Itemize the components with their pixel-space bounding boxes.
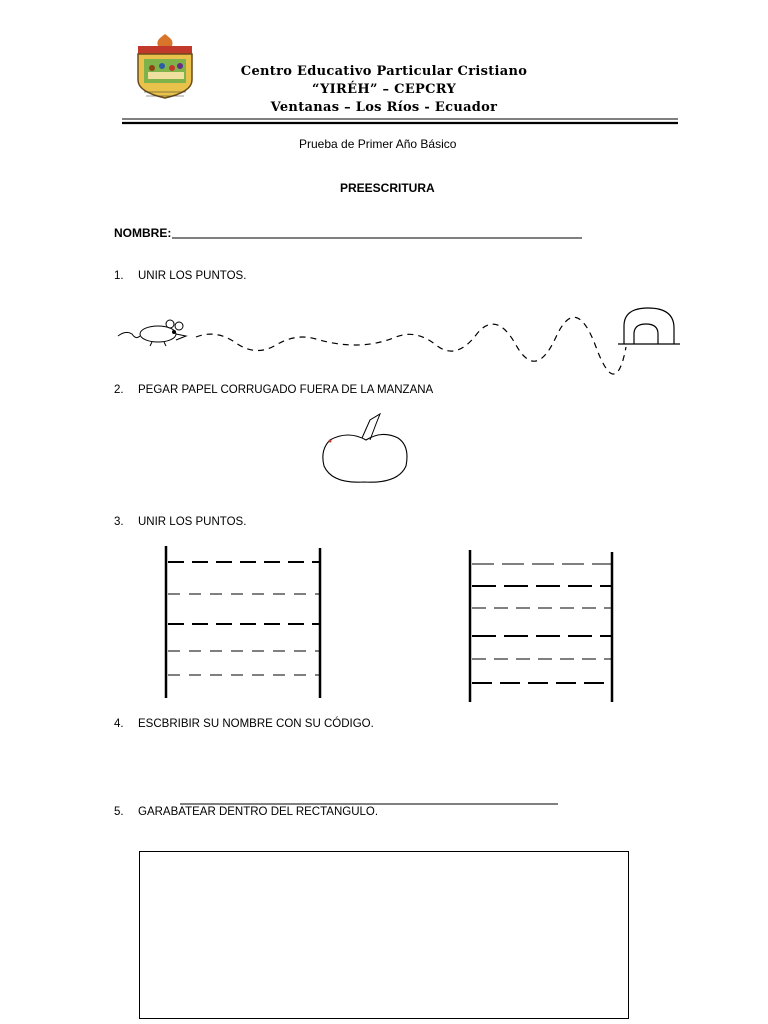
question-2 xyxy=(114,384,433,396)
test-title: Prueba de Primer Año Básico xyxy=(299,137,457,151)
name-line xyxy=(172,237,592,241)
scribble-rectangle[interactable] xyxy=(139,851,629,1019)
question-text: UNIR LOS PUNTOS. xyxy=(138,516,247,528)
school-name: Centro Educativo Particular Cristiano xyxy=(240,64,528,79)
question-5 xyxy=(114,806,378,818)
school-location: Ventanas – Los Ríos - Ecuador xyxy=(270,100,498,115)
mouse-hole-icon xyxy=(618,306,682,346)
header-rule xyxy=(122,118,682,126)
school-acronym: “YIRÉH” – CEPCRY xyxy=(311,82,457,97)
dotted-lines-right xyxy=(464,546,624,706)
question-number: 5. xyxy=(114,806,124,818)
name-label: NOMBRE: xyxy=(114,226,172,240)
dotted-lines-left xyxy=(160,544,330,704)
mouse-icon xyxy=(116,318,196,358)
question-number: 4. xyxy=(114,718,124,730)
apple-icon xyxy=(318,410,418,486)
question-1 xyxy=(114,270,246,282)
question-text: PEGAR PAPEL CORRUGADO FUERA DE LA MANZANA xyxy=(138,384,434,396)
question-text: GARABATEAR DENTRO DEL RECTANGULO. xyxy=(138,806,379,818)
subject-title: PREESCRITURA xyxy=(340,181,435,195)
question-3 xyxy=(114,516,246,528)
question-number: 3. xyxy=(114,516,124,528)
logo-banner xyxy=(138,46,192,54)
wavy-dotted-path xyxy=(196,325,636,365)
question-text: ESCBRIBIR SU NOMBRE CON SU CÓDIGO. xyxy=(138,718,374,730)
question-number: 2. xyxy=(114,384,124,396)
question-4 xyxy=(114,718,374,730)
question-text: UNIR LOS PUNTOS. xyxy=(138,270,247,282)
flame-icon xyxy=(157,34,172,46)
question-number: 1. xyxy=(114,270,124,282)
logo-figure-icon xyxy=(149,65,155,71)
